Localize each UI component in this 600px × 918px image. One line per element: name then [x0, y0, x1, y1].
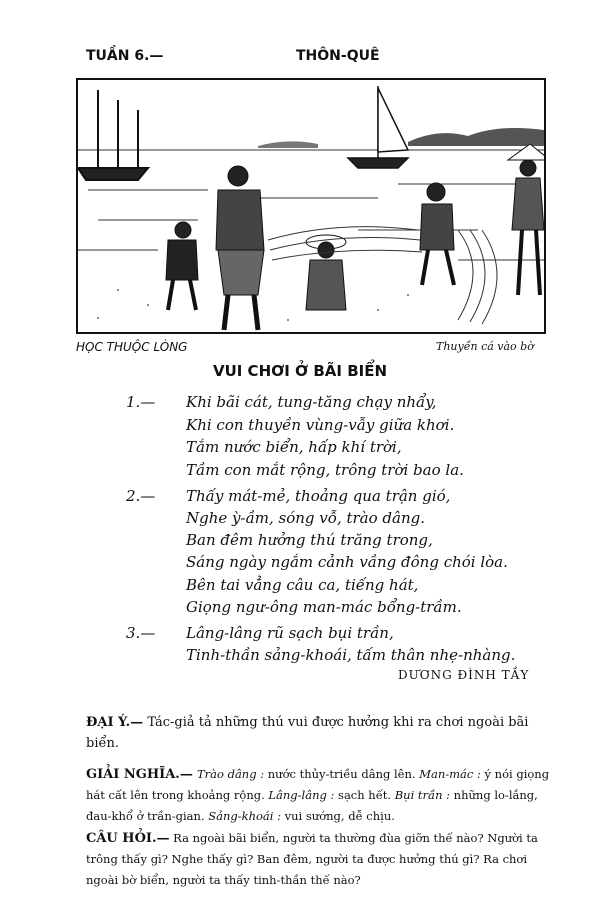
topic-heading: THÔN-QUÊ [296, 48, 380, 64]
glossary-definition: những lo-lắng, đau-khổ ở trần-gian. [86, 788, 538, 823]
main-idea-label: ĐẠI Ý.— [86, 715, 144, 730]
stanza-number: 1.— [126, 393, 156, 411]
poem-line: Thấy mát-mẻ, thoảng qua trận gió, [186, 487, 451, 505]
glossary-definition: ý nói giọng hát cất lên trong khoảng rộng. [86, 767, 550, 802]
illustration-caption: Thuyền cá vào bờ [436, 340, 534, 353]
poem-line: Khi bãi cát, tung-tăng chạy nhẩy, [186, 393, 437, 411]
questions-text: Ra ngoài bãi biển, người ta thường đùa giỡn thế nào? Người ta trông thấy gì? Nghe thấy gì? Ban đêm, người ta được hưởng thú gì? Ra chơi ngoài bờ biển, người ta thấy tinh-thần thế nào? [86, 831, 538, 887]
poem-author: DƯƠNG ĐÌNH TẦY [398, 668, 530, 682]
poem-title: VUI CHƠI Ở BÃI BIỂN [212, 362, 388, 380]
glossary-term: Sảng-khoái : [208, 809, 281, 823]
poem-line: Giọng ngư-ông man-mác bổng-trầm. [186, 598, 462, 616]
poem-line: Nghe ỳ-ầm, sóng vỗ, trào dâng. [186, 509, 425, 527]
poem-line: Khi con thuyền vùng-vẫy giữa khơi. [186, 416, 455, 434]
poem-line: Bên tai vẳng câu ca, tiếng hát, [186, 576, 419, 594]
main-idea-text: Tác-giả tả những thú vui được hưởng khi ra chơi ngoài bãi biển. [86, 715, 529, 751]
stanza-number: 3.— [126, 624, 156, 642]
glossary-label: GIẢI NGHĨA.— [86, 767, 193, 782]
stanza-number: 2.— [126, 487, 156, 505]
glossary-paragraph [86, 764, 556, 827]
questions-label: CÂU HỎI.— [86, 831, 170, 846]
glossary-term: Bụi trần : [394, 788, 451, 802]
fishing-illustration [76, 78, 546, 334]
glossary-term: Lâng-lâng : [268, 788, 335, 802]
week-label: TUẦN 6.— [86, 48, 164, 64]
glossary-term: Man-mác : [419, 767, 481, 781]
poem-line: Sáng ngày ngắm cảnh vầng đông chói lòa. [186, 553, 508, 571]
poem-line: Ban đêm hưởng thú trăng trong, [186, 531, 433, 549]
poem-line: Lâng-lâng rũ sạch bụi trần, [186, 624, 394, 642]
main-idea-paragraph [86, 712, 556, 754]
poem-line: Tầm con mắt rộng, trông trời bao la. [186, 461, 464, 479]
glossary-definition: sạch hết. [334, 788, 395, 802]
glossary-term: Trào dâng : [196, 767, 265, 781]
poem-line: Tinh-thần sảng-khoái, tấm thân nhẹ-nhàng. [186, 646, 516, 664]
glossary-definition: vui sướng, dễ chịu. [281, 809, 395, 823]
poem-line: Tắm nước biển, hấp khí trời, [186, 438, 402, 456]
section-label: HỌC THUỘC LÒNG [76, 340, 188, 354]
glossary-definition: nước thủy-triều dâng lên. [264, 767, 420, 781]
questions-paragraph [86, 828, 556, 891]
